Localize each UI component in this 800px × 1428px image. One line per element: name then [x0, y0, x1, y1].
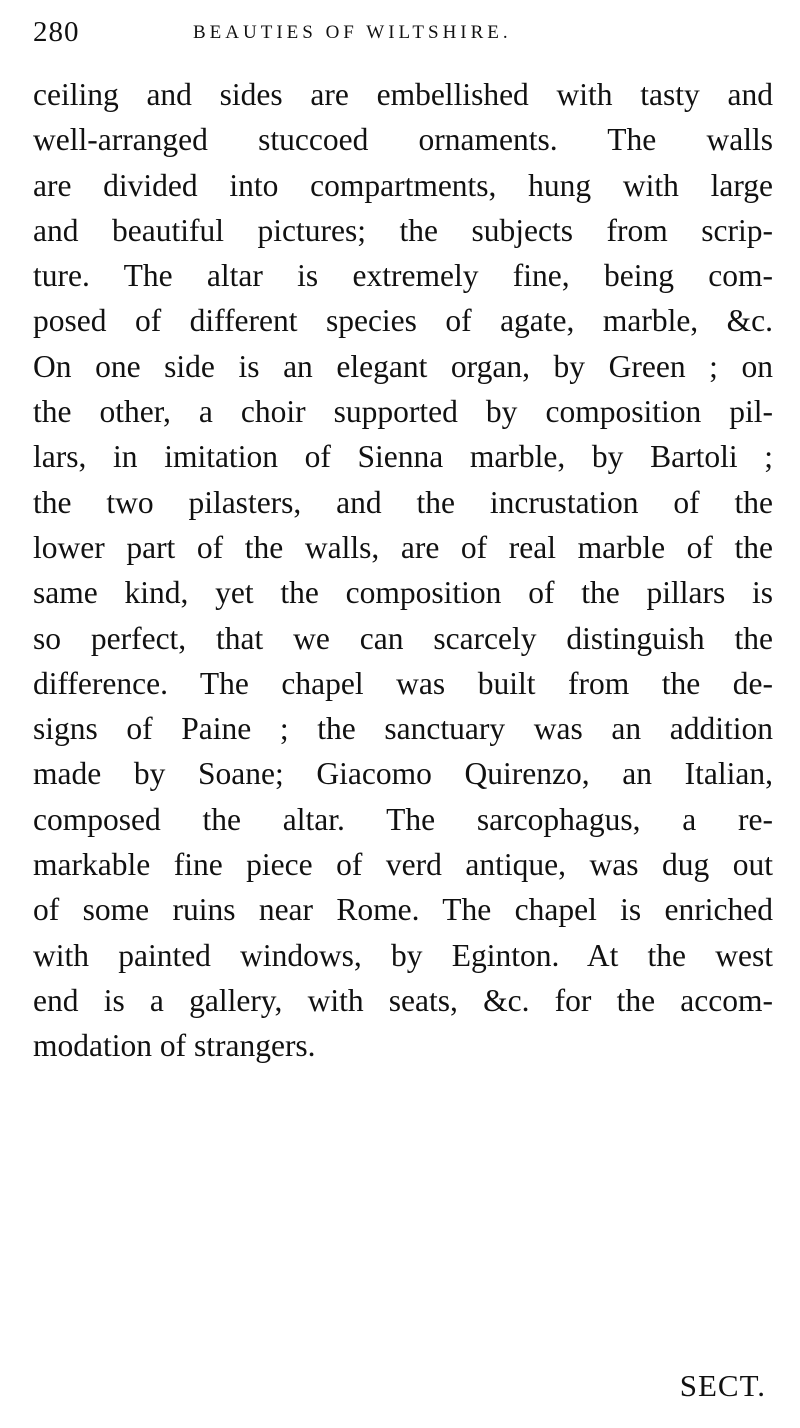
text-line: modation of strangers.	[33, 1028, 316, 1064]
body-paragraph	[33, 72, 773, 1069]
text-line: the other, a choir supported by composition pil-	[33, 394, 773, 430]
text-line: composed the altar. The sarcophagus, a re-	[33, 801, 773, 837]
running-title: BEAUTIES OF WILTSHIRE.	[193, 22, 512, 43]
text-line: lars, in imitation of Sienna marble, by Bartoli ;	[33, 439, 773, 475]
text-line: ture. The altar is extremely fine, being com-	[33, 258, 773, 294]
text-line: markable fine piece of verd antique, was dug out	[33, 847, 773, 883]
text-line: signs of Paine ; the sanctuary was an addition	[33, 711, 773, 747]
text-line: end is a gallery, with seats, &c. for the accom-	[33, 982, 773, 1018]
text-line: of some ruins near Rome. The chapel is enriched	[33, 892, 773, 928]
text-line: same kind, yet the composition of the pillars is	[33, 575, 773, 611]
running-head	[33, 16, 768, 56]
text-line: and beautiful pictures; the subjects from scrip-	[33, 212, 773, 248]
text-line: posed of different species of agate, marble, &c.	[33, 303, 773, 339]
text-line: On one side is an elegant organ, by Green ; on	[33, 348, 773, 384]
text-line: ceiling and sides are embellished with tasty and	[33, 77, 773, 112]
text-line: lower part of the walls, are of real marble of the	[33, 529, 773, 565]
text-line: with painted windows, by Eginton. At the west	[33, 937, 773, 973]
text-line: are divided into compartments, hung with large	[33, 167, 773, 203]
text-line: the two pilasters, and the incrustation of the	[33, 484, 773, 520]
text-line: made by Soane; Giacomo Quirenzo, an Italian,	[33, 756, 773, 792]
text-line: well-arranged stuccoed ornaments. The walls	[33, 122, 773, 158]
catchword: SECT.	[679, 1368, 766, 1403]
text-line: so perfect, that we can scarcely distinguish the	[33, 620, 773, 656]
text-line: difference. The chapel was built from the de-	[33, 665, 773, 701]
page-number: 280	[33, 16, 80, 48]
